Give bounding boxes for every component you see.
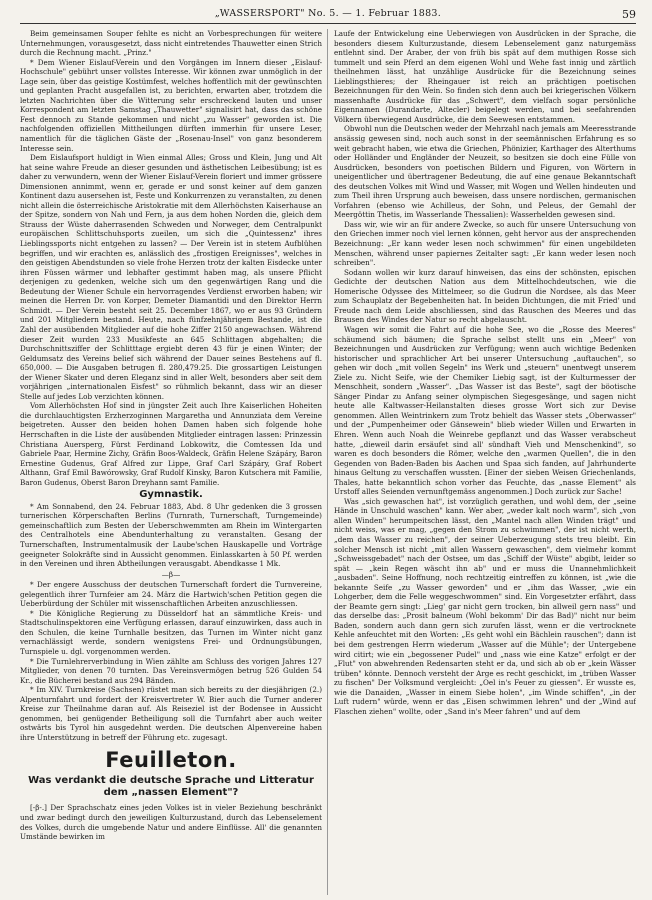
paragraph: Obwohl nun die Deutschen weder der Mehrzahl nach jemals am Meeresstrande ansässig gewesen sind, noch auch sonst in der seemännischen Erfahrung es so weit gebracht haben, wie etwa die Griechen, Phönizier, Karthager des Alterthums oder Holländer und Engländer der Neuzeit, so besitzen sie doch eine Fülle von Ausdrücken, besonders von poetischen Bildern und Figuren, von Wörtern in uneigentlicher und übertragener Bedeutung, die auf eine genaue Bekanntschaft des deutschen Volkes mit Wind und Wasser, mit Wogen und Wellen hindeuten und zum Theil ihren Ursprung auch beweisen, dass unsere nordischen, germanischen Vorfahren (ebenso wie Achilleus, der Sohn, und Peleus, der Gemahl der Meergöttin Thetis, im Wasserlande Thessalien): Wasserhelden gewesen sind. (334, 124, 636, 220)
column-divider (327, 29, 328, 895)
separator-mark: —β— (161, 569, 181, 579)
right-column (334, 29, 636, 895)
paragraph: Vom Allerhöchsten Hof sind in jüngster Zeit auch Ihre Kaiserlichen Hoheiten die durchlauchtigsten Erzherzoginnen Margaretha und Annunziata dem Vereine beigetreten. Ausser den beiden hohen Damen haben sich folgende hohe Herrschaften in die Liste der ausübenden Mitglieder eintragen lassen: Prinzessin Christiana Auersperg, Fürst Ferdinand Lobkowitz, die Comtessen Ida und Gabriele Paar, Hermine Zichy, Gräfin Boos-Waldeck, Gräfin Helene Szápáry, Baron Ernestine Gudenus, Graf Alfred zur Lippe, Graf Carl Szápáry, Graf Robert Althann, Graf Emil Bawórowsky, Graf Rudolf Kinsky, Baron Kutschera mit Familie, Baron Gudenus, Oberst Baron Dreyhann samt Familie. (20, 401, 322, 487)
paragraph: * Die Turnlehrerverbindung in Wien zählte am Schluss des vorigen Jahres 127 Mitglieder, von denen 70 turnten. Das Vereinsvermögen betrug 526 Gulden 54 Kr., die Bücherei bestand aus 294 Bänden. (20, 656, 322, 685)
paragraph: Was „sich gewaschen hat", ist vorzüglich gerathen, und wohl dem, der „seine Hände in Unschuld waschen" kann. Wer aber, „weder kalt noch warm", sich „von allen Winden" herumpeitschen lässt, den „Mantel nach allen Winden trägt" und nicht weiss, was er mag, „gegen den Strom zu schwimmen", der ist nicht werth, „dem das Wasser zu reichen", der seiner Ueberzeugung stets treu bleibt. Ein solcher Mensch ist nicht „mit allen Wassern gewaschen", dem vielmehr kommt „Schweissgebadet" nach der Ostsee, um das „Schiff der Wüste" abgibt, leider so spät — „kein Regen wäscht ihn ab" und er muss die Unannehmlichkeit „ausbaden". Seine Hoffnung, noch rechtzeitig eintreffen zu können, ist „wie die bekannte Seife „zu Wasser geworden" und er „ihm das Wasser, „wie ein Lohgerber, dem die Felle weggeschwommen" sind. Ein Vorgesetzter erfährt, dass der Beamte gern singt: „Lieg' gar nicht gern trocken, bin allweil gern nass" und das derselbe das: „Prosit balneum (Wohl bekomm' Dir das Bad)" nicht nur beim Baden, sondern auch dann gern sich zurufen lässt, wenn er die vertrocknete Kehle anfeuchtet mit den Worten: „Es geht wohl ein Bächlein rauschen"; dann ist bei dem gestrengen Herrn wiederum „Wasser auf die Mühle"; der Untergebene wird citirt; wie ein „begossener Pudel" und „nass wie eine Katze" erfolgt er der „Flut" von abwehrenden Redensarten steht er da, und sich ab ob er „kein Wässer trüben" könnte. Dennoch versteht der Arge es recht geschickt, im „trüben Wasser zu fischen" Der Volksmund vergleicht: „Oel in's Feuer zu giessen". Er wusste es, wie die Danaiden, „Wasser in einem Siebe holen", „im Winde schiffen", „in der Luft rudern" würde, wenn er das „Eisen schwimmen lehren" und der „Wind auf Flaschen ziehen" wollte, oder „Sand in's Meer fahren" und auf dem (334, 496, 636, 716)
feuilleton-heading: Feuilleton. (105, 748, 237, 773)
paragraph: Dass wir, wie wir an für andere Zwecke, so auch für unsere Untersuchung von den Griechen immer noch viel lernen können, geht hervor aus der ansprechenden Bezeichnung: „Er kann weder lesen noch schwimmen" für einen ungebildeten Menschen, während unser papiernes Zeitalter sagt: „Er kann weder lesen noch schreiben". (334, 219, 636, 268)
paragraph: * Die Königliche Regierung zu Düsseldorf hat an sämmtliche Kreis- und Stadtschulinspektoren eine Verfügung erlassen, darauf einzuwirken, dass auch in den Schulen, die keine Turnhalle besitzen, das Turnen im Winter nicht ganz vernachlässigt werde, sondern wenigstens Frei- und Ordnungsübungen, Turnspiele u. dgl. vorgenommen werden. (20, 608, 322, 656)
paragraph: Laufe der Entwickelung eine Ueberwiegen von Ausdrücken in der Sprache, die besonders diesem Kulturzustande, diesem Lebenselement ganz naturgemäss entlehnt sind. Der Araber, der von früh bis spät auf dem muthigen Rosse sich tummelt und sein Pferd an dem eigenen Wohl und Wehe fast innig und zärtlich theilnehmen lässt, hat unzählige Ausdrücke für die Bezeichnung seines Lieblingsthieres; der Rheingauer ist reich an prächtigen poetischen Bezeichnungen für den Wein. So finden sich denn auch bei kriegerischen Völkern massenhafte Ausdrücke für das „Schwert", dem vielfach sogar persönliche Eigennamen (Durandarte, Altecler) beigelegt werden, und bei seefahrenden Völkern überwiegend Ausdrücke, die dem Seewesen entstammen. (334, 29, 636, 124)
paragraph: [-β-.] Der Sprachschatz eines jeden Volkes ist in vieler Beziehung beschränkt und zwar bedingt durch den jeweiligen Kulturzustand, durch das Lebenselement des Volkes, durch die umgebende Natur und andere Einflüsse. All' die genannten Umstände bewirken im (20, 803, 322, 842)
section-heading-gymnastik: Gymnastik. (139, 489, 203, 501)
paragraph: Dem Eislaufsport huldigt in Wien einmal Alles; Gross und Klein, Jung und Alt hat seine wahre Freude an dieser gesunden und ästhetischen Leibesübung; ist es daher zu verwundern, wenn der Wiener Eislauf-Verein floriert und immer grössere Dimensionen annimmt, wenn er, gerade er und sonst keiner auf dem ganzen Kontinent dazu ausersehen ist, Feste und Konkurrenzen zu veranstalten, zu denen nicht allein die österreichische Aristokratie mit dem Allerhöchsten Kaiserhause an der Spitze, sondern von Nah und Fern, ja aus dem hohen Norden die, gleich dem Strauss der Wüste daherrasenden Schweden und Norweger, dem Centralpunkt europäischen Schlittschuhsports zueilen, um sich die „Quintessenz" ihres Lieblingssports nicht entgehen zu lassen? — Der Verein ist in stetem Aufblühen begriffen, und wir erachten es, anlässlich des „frostigen Ereignisses", welches in den geistigen Abendstunden so viele frohe Herzen trotz der kalten Eisdecke unter ihren Füssen wärmer und lebhafter gestimmt haben mag, als unsere Pflicht derjenigen zu gedenken, welche sich um den gegenwärtigen Rang und die Bedeutung der Wiener Schule ein hervorragendes Verdienst erworben haben; wir meinen die Herren Dr. von Korper, Demeter Diamantidi und den Direktor Herrn Schmidt. — Der Verein besteht seit 25. December 1867, wo er aus 93 Gründern und 201 Mitgliedern bestand. Heute, nach fünfzehnjährigem Bestande, ist die Zahl der ausübenden Mitglieder auf die hohe Ziffer 2150 angewachsen. Während dieser Zeit wurden 233 Musikfeste an 645 Schlittagen abgehalten; die Durchschnittsziffer der Schlitttage ergiebt deren 43 für je einen Winter; der Geldumsatz des Vereins belief sich während der Dauer seines Bestehens auf fl. 650,000. — Die Ausgaben betrugen fl. 280,479.25. Die grossartigen Leistungen der Wiener Skater und deren Eleganz sind in aller Welt, besonders aber seit dem vorjährigen „internationalen Eisfest" so rühmlich bekannt, dass wir an dieser Stelle auf jedes Lob verzichten können. (20, 153, 322, 401)
article-title: Was verdankt die deutsche Sprache und Litteratur dem „nassen Element"? (28, 775, 314, 799)
paragraph: Wagen wir somit die Fahrt auf die hohe See, wo die „Rosse des Meeres" schäumend sich bäumen; die Sprache selbst stellt uns ein „Meer" von Bezeichnungen und Ausdrücken zur Verfügung; wenn auch wichtige Bedenken historischer und sprachlicher Art bei unserer Untersuchung „auftauchen", so gehen wir doch „mit vollen Segeln" ins Werk und „steuern" unentwegt unserem Ziele zu. Nicht Seife, wie der Chemiker Liebig sagt, ist der Kulturmesser der Menschheit, sondern „Wasser". „Das Wasser ist das Beste", sagt der böotische Sänger Pindar zu Anfang seiner olympischen Siegesgesänge, und sagen nicht heute alle Kaltwasser-Heilanstalten dieses grosse Wort sich zur Devise genommen. Allen Weintrinkern zum Trotz behielt das Wasser stets „Oberwasser" und der „Pumpenheimer oder Gänsewein" blieb wieder Willen und Erwarten in Ehren. Wenn auch Noah die Weinrebe gepflanzt und das Wasser verabscheut hatte, „dieweil darin ersäufet sind all' sündhaft Vieh und Menschenkind", so waren es doch besonders die Römer, welche den „warmen Quellen", die in den Gegenden von Baden-Baden bis Aachen und Spaa sich fanden, auf Jahrhunderte hinaus Geltung zu verschaffen wussten. [Einer der sieben Weisen Griechenlands, Thales, hatte bekanntlich schon vorher das Feuchte, das „nasse Element" als Urstoff alles Seienden vernunftgemäss angenommen.] Doch zurück zur Sache! (334, 324, 636, 497)
paragraph: Sodann wollen wir kurz darauf hinweisen, das eins der schönsten, epischen Gedichte der deutschen Nation aus dem Mittelhochdeutschen, wie die Homerische Odyssee des Mittelmeer, so die Gudrun die Nordsee, als das Meer zum Schauplatz der Begebenheiten hat. In beiden Dichtungen, die mit Fried' und Freude nach dem Leide abschliessen, sind das Rauschen des Meeres und das Brausen des Windes der Natur so recht abgelauscht. (334, 267, 636, 325)
running-title: „WASSERSPORT" No. 5. — 1. Februar 1883. (214, 8, 442, 19)
page-header (20, 8, 636, 22)
paragraph: * Dem Wiener Eislauf-Verein und den Vorgängen im Innern dieser „Eislauf-Hochschule" gebührt unser vollstes Interesse. Wir können zwar unmöglich in der Lage sein, über das geistige Kostümfest, welches hoffentlich mit der gewünschten und geplanten Pracht ausgefallen ist, zu berichten, erwarten aber, trotzdem die letzten Nachrichten über die Witterung sehr erschreckend lauten und unser Korrespondent am letzten Samstag „Thauwetter" signalisirt hat, dass das schöne Fest dennoch zu Stande gekommen und nicht „zu Wasser" geworden ist. Die nachfolgenden offiziellen Mittheilungen dürften immerhin für unsere Leser, namentlich für die täglichen Gäste der „Rosenau-Insel" von ganz besonderem Interesse sein. (20, 57, 322, 153)
paragraph: * Der engere Ausschuss der deutschen Turnerschaft fordert die Turnvereine, gelegentlich ihrer Turnfeier am 24. März die Hartwich'schen Petition gegen die Ueberbürdung der Schüler mit wissenschaftlichen Arbeiten anzuschliessen. (20, 580, 322, 609)
header-rule (20, 23, 636, 24)
paragraph: Beim gemeinsamen Souper fehlte es nicht an Vorbesprechungen für weitere Unternehmungen, vorausgesetzt, dass nicht eintretendes Thauwetter einen Strich durch die Rechnung macht. „Prinz." (20, 29, 322, 58)
paragraph: * Am Sonnabend, den 24. Februar 1883, Abd. 8 Uhr gedenken die 3 grossen turnerischen Körperschaften Berlins (Turnrath, Turnerschaft, Turngemeinde) gemeinschaftlich zum Besten der Ueberschwemmten am Rhein im Wintergarten des Centralhotels eine Abendunterhaltung zu veranstalten. Gesang der Turnerschaften, Instrumentalmusik der Laube'schen Hauskapelle und Vorträge geeigneter Solokräfte sind in Aussicht genommen. Einlasskarten à 50 Pf. werden in den Vereinen und ihren Abtheilungen verausgabt. Abendkasse 1 Mk. (20, 501, 322, 569)
page-number: 59 (622, 8, 636, 21)
left-column (20, 29, 322, 895)
paragraph: * Im XIV. Turnkreise (Sachsen) rüstet man sich bereits zu der diesjährigen (2.) Alpenturnfahrt und fordert der Kreisvertreter W. Bier auch die Turner anderer Kreise zur Theilnahme daran auf. Als Reiseziel ist der Bodensee in Aussicht genommen, bei genügender Betheiligung soll die Turnfahrt aber auch weiter ostwärts bis Tyrol hin ausgedehnt werden. Die deutschen Alpenvereine haben ihre Unterstützung in betreff der Führung etc. zugesagt. (20, 685, 322, 742)
